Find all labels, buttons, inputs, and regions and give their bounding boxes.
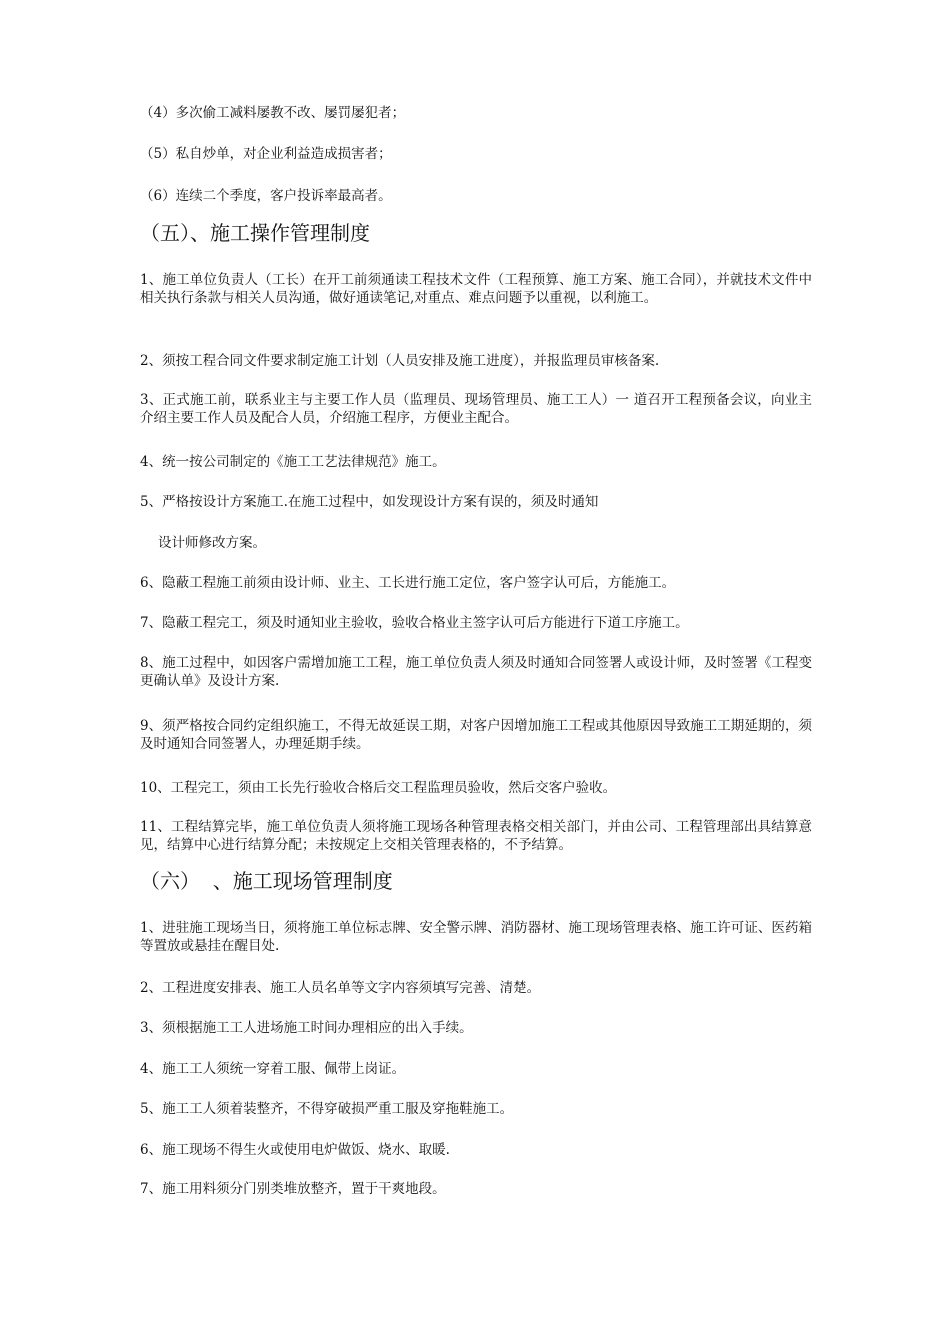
list-item: 11、工程结算完毕，施工单位负责人须将施工现场各种管理表格交相关部门，并由公司、工程管理部出具结算意见，结算中心进行结算分配；未按规定上交相关管理表格的，不予结算。 bbox=[140, 819, 812, 853]
list-item: 5、严格按设计方案施工.在施工过程中，如发现设计方案有误的，须及时通知 bbox=[140, 494, 599, 510]
list-item: 5、施工工人须着装整齐，不得穿破损严重工服及穿拖鞋施工。 bbox=[140, 1101, 514, 1117]
section-heading: （六） 、施工现场管理制度 bbox=[140, 869, 393, 893]
list-item: 2、工程进度安排表、施工人员名单等文字内容须填写完善、清楚。 bbox=[140, 980, 541, 996]
list-item: 1、进驻施工现场当日，须将施工单位标志牌、安全警示牌、消防器材、施工现场管理表格、施工许可证、医药箱等置放或悬挂在醒目处. bbox=[140, 920, 812, 954]
list-item: （5）私自炒单，对企业利益造成损害者； bbox=[140, 146, 392, 162]
list-item: 8、施工过程中，如因客户需增加施工工程，施工单位负责人须及时通知合同签署人或设计师，及时签署《工程变更确认单》及设计方案. bbox=[140, 655, 812, 689]
list-item: 6、施工现场不得生火或使用电炉做饭、烧水、取暖. bbox=[140, 1142, 450, 1158]
list-item: 7、隐蔽工程完工，须及时通知业主验收，验收合格业主签字认可后方能进行下道工序施工。 bbox=[140, 615, 689, 631]
list-item: 1、施工单位负责人（工长）在开工前须通读工程技术文件（工程预算、施工方案、施工合同），并就技术文件中相关执行条款与相关人员沟通，做好通读笔记,对重点、难点问题予以重视，以利施工。 bbox=[140, 272, 812, 306]
list-item: 7、施工用料须分门别类堆放整齐，置于干爽地段。 bbox=[140, 1181, 446, 1197]
list-item: 10、工程完工，须由工长先行验收合格后交工程监理员验收，然后交客户验收。 bbox=[140, 780, 617, 796]
list-item: （4）多次偷工减料屡教不改、屡罚屡犯者； bbox=[140, 105, 406, 121]
list-item: 3、须根据施工工人进场施工时间办理相应的出入手续。 bbox=[140, 1020, 473, 1036]
list-item: 设计师修改方案。 bbox=[158, 535, 266, 551]
list-item: 4、统一按公司制定的《施工工艺法律规范》施工。 bbox=[140, 454, 446, 470]
list-item: 2、须按工程合同文件要求制定施工计划（人员安排及施工进度），并报监理员审核备案. bbox=[140, 353, 660, 369]
list-item: （6）连续二个季度，客户投诉率最高者。 bbox=[140, 188, 392, 204]
list-item: 4、施工工人须统一穿着工服、佩带上岗证。 bbox=[140, 1061, 406, 1077]
section-heading: （五）、施工操作管理制度 bbox=[140, 221, 370, 245]
list-item: 3、正式施工前，联系业主与主要工作人员（监理员、现场管理员、施工工人）一 道召开工程预备会议，向业主介绍主要工作人员及配合人员，介绍施工程序，方便业主配合。 bbox=[140, 392, 812, 426]
list-item: 6、隐蔽工程施工前须由设计师、业主、工长进行施工定位，客户签字认可后，方能施工。 bbox=[140, 575, 676, 591]
list-item: 9、须严格按合同约定组织施工，不得无故延误工期，对客户因增加施工工程或其他原因导致施工工期延期的，须及时通知合同签署人，办理延期手续。 bbox=[140, 718, 812, 752]
